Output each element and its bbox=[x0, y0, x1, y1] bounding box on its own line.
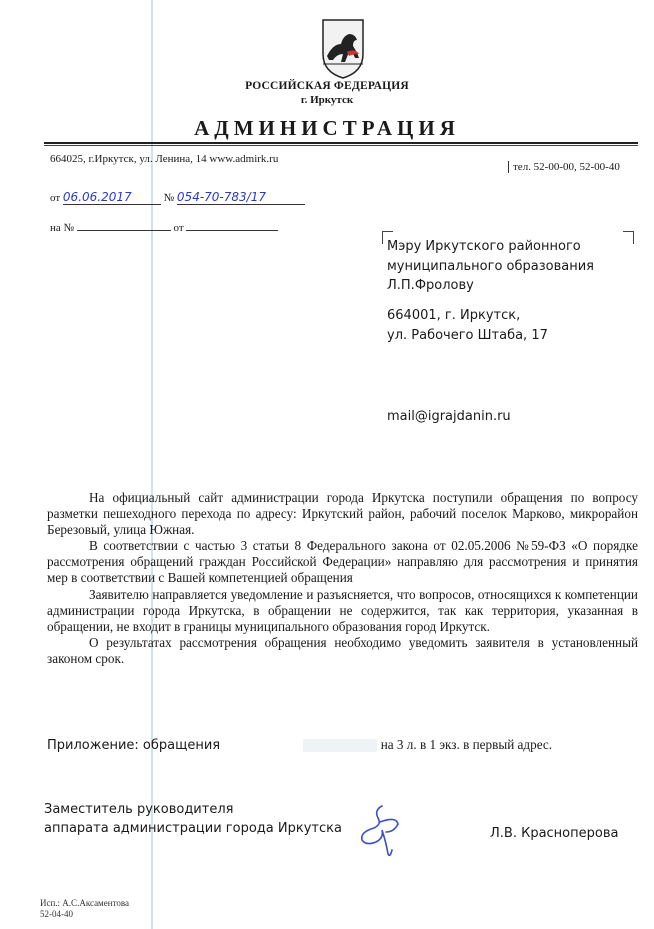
paragraph-1: На официальный сайт администрации города Иркутска поступили обращения по вопросу разметки пешеходного перехода по адресу: Иркутский район, рабочий поселок Марково, микрорайон Березовый, улица Южная. bbox=[47, 490, 638, 537]
reply-to-row bbox=[50, 218, 278, 234]
header-divider-thin bbox=[44, 145, 638, 146]
position-line-2: аппарата администрации города Иркутска bbox=[44, 821, 342, 836]
signatory-position bbox=[44, 800, 342, 838]
on-date-field bbox=[186, 218, 278, 231]
recipient-address-2: ул. Рабочего Штаба, 17 bbox=[387, 328, 548, 343]
attachment-line bbox=[47, 737, 552, 753]
paragraph-3: Заявителю направляется уведомление и разъясняется, что вопросов, относящихся к компетенции администрации города Иркутска, в обращении не содержится, так как территория, указанная в обращении, не входит в границы муниципального образования город Иркутск. bbox=[47, 587, 638, 634]
executor-phone: 52-04-40 bbox=[40, 909, 73, 919]
address-bracket-right bbox=[623, 231, 634, 244]
recipient-line-2: муниципального образования bbox=[387, 259, 595, 274]
city-coat-of-arms bbox=[319, 18, 367, 80]
handwritten-signature bbox=[352, 802, 412, 860]
position-line-1: Заместитель руководителя bbox=[44, 802, 234, 817]
attachment-label: Приложение: обращения bbox=[47, 738, 221, 753]
redacted-area bbox=[303, 739, 377, 752]
on-from-label: от bbox=[173, 222, 184, 234]
attachment-details: на 3 л. в 1 экз. в первый адрес. bbox=[380, 737, 553, 752]
reference-row bbox=[50, 190, 305, 205]
executor-name: Исп.: А.С.Аксаментова bbox=[40, 898, 130, 908]
sender-phone: тел. 52-00-00, 52-00-40 bbox=[508, 161, 620, 173]
recipient-email: mail@igrajdanin.ru bbox=[387, 409, 511, 424]
header-divider bbox=[44, 142, 638, 144]
on-number-label: на № bbox=[50, 222, 75, 234]
number-label: № bbox=[163, 192, 175, 204]
federation-heading: РОССИЙСКАЯ ФЕДЕРАЦИЯ bbox=[245, 80, 409, 92]
recipient-line-1: Мэру Иркутского районного bbox=[387, 239, 581, 254]
letter-date: 06.06.2017 bbox=[63, 190, 161, 205]
paragraph-4: О результатах рассмотрения обращения необходимо уведомить заявителя в установленный законом срок. bbox=[47, 635, 638, 666]
paragraph-2: В соответствии с частью 3 статьи 8 Федерального закона от 02.05.2006 №59-ФЗ «О порядке рассмотрения обращений граждан Российской Федерации» направляю для рассмотрения и принятия мер в соответствии с Вашей компетенцией обращения bbox=[47, 538, 638, 585]
letter-body bbox=[47, 490, 638, 667]
on-number-field bbox=[77, 218, 171, 231]
page-title: АДМИНИСТРАЦИЯ bbox=[194, 116, 460, 140]
signatory-name: Л.В. Красноперова bbox=[490, 826, 619, 841]
executor-info bbox=[40, 898, 129, 920]
city-heading: г. Иркутск bbox=[300, 94, 354, 106]
recipient-name: Л.П.Фролову bbox=[387, 278, 474, 293]
recipient-address-1: 664001, г. Иркутск, bbox=[387, 308, 521, 323]
from-label: от bbox=[50, 192, 61, 204]
sender-address: 664025, г.Иркутск, ул. Ленина, 14 www.admirk.ru bbox=[50, 153, 279, 165]
letter-number: 054-70-783/17 bbox=[177, 190, 305, 205]
